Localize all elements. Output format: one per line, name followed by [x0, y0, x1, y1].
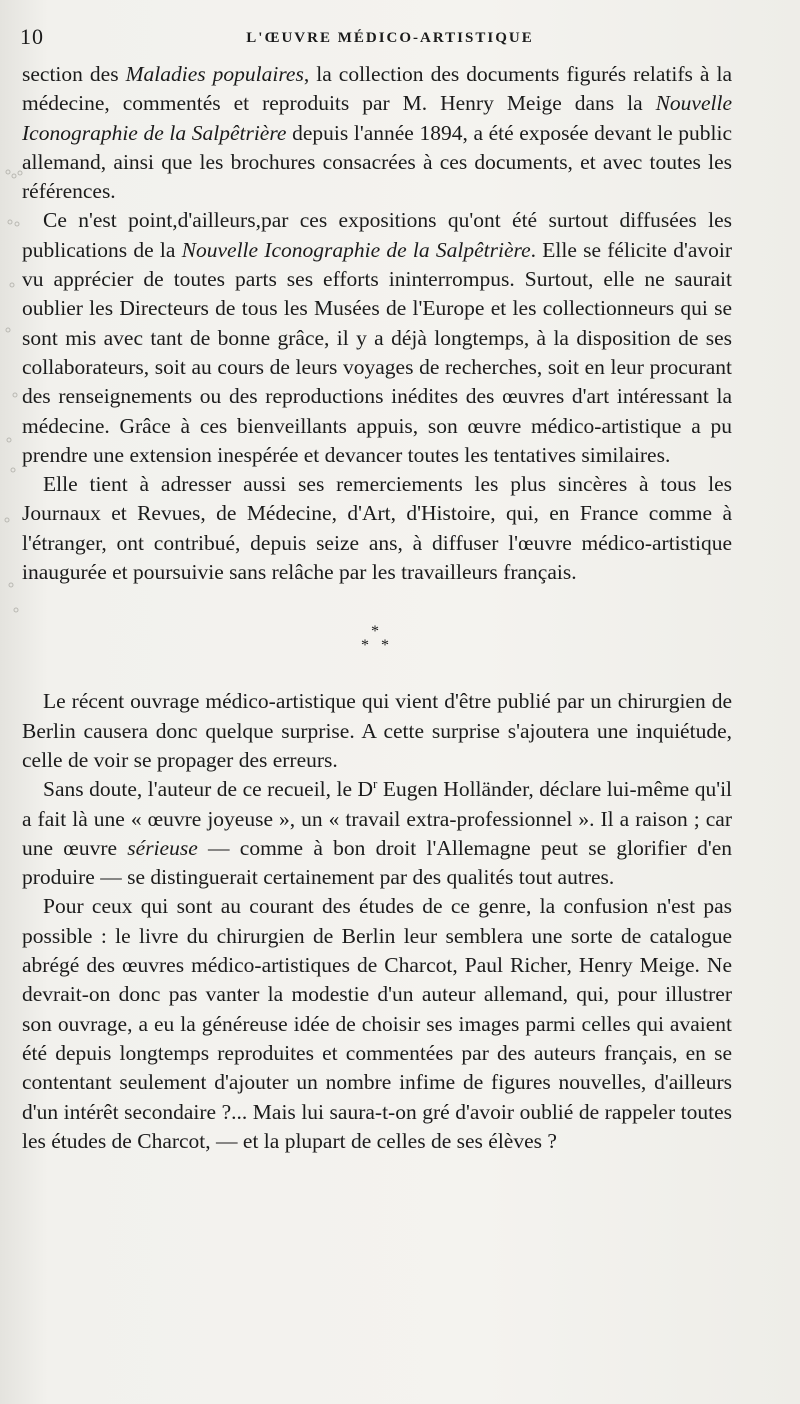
paragraph — [22, 687, 732, 775]
text-run: Ce n'est point,d'ailleurs,par ces expositions qu'ont été surtout diffusées les publications de la — [22, 208, 732, 262]
paragraph — [22, 60, 732, 206]
italic-run: Maladies populaires — [125, 62, 304, 86]
text-run: Pour ceux qui sont au courant des études de ce genre, la confusion n'est pas possible : le livre du chirurgien de Berlin leur semblera une sorte de catalogue abrégé des œuvres médico-artistiques de Charcot, Paul Richer, Henry Meige. Ne devrait-on donc pas vanter la modestie d'un auteur allemand, qui, pour illustrer son ouvrage, a eu la généreuse idée de choisir ses images parmi celles qui avaient été depuis longtemps reproduites et commentées par des auteurs français, en se contentant seulement d'ajouter un nombre infime de figures nouvelles, d'ailleurs d'un intérêt secondaire ?... Mais lui saura-t-on gré d'avoir oublié de rappeler toutes les études de Charcot, — et la plupart de celles de ses élèves ? — [22, 894, 732, 1153]
superscript-run: r — [373, 776, 378, 792]
paragraph — [22, 470, 732, 587]
italic-run: sérieuse — [127, 835, 198, 860]
page-header — [20, 20, 760, 50]
italic-run: Nouvelle Iconographie de la Salpêtrière — [22, 91, 732, 145]
text-run: . Elle se félicite d'avoir vu apprécier de toutes parts ses efforts ininterrompus. Surtout, elle ne saurait oublier les Directeurs de tous les Musées de l'Europe et les collectionneurs qui se sont mis avec tant de bonne grâce, il y a déjà longtemps, à la disposition de ses collaborateurs, soit au cours de leurs voyages de recherches, soit en leur procurant des renseignements ou des reproductions inédites des œuvres d'art intéressant la médecine. Grâce à ces bienveillants appuis, son œuvre médico-artistique a pu prendre une extension inespérée et devancer toutes les tentatives similaires. — [22, 237, 732, 467]
text-run: Sans doute, l'auteur de ce recueil, le D — [43, 777, 374, 802]
text-run: Eugen Holländer, déclare lui-même qu'il a fait là une « œuvre joyeuse », un « travail extra-professionnel ». Il a raison ; car une œuvre — [22, 777, 733, 860]
paragraph — [22, 775, 732, 892]
section-separator — [22, 625, 732, 653]
text-run: Le récent ouvrage médico-artistique qui vient d'être publié par un chirurgien de Berlin causera donc quelque surprise. A cette surprise s'ajoutera une inquiétude, celle de voir se propager des erreurs. — [22, 689, 732, 772]
text-run: , la collection des documents figurés relatifs à la médecine, commentés et reproduits par M. Henry Meige dans la — [22, 62, 732, 116]
text-run: section des — [22, 62, 126, 86]
text-run: — comme à bon droit l'Allemagne peut se glorifier d'en produire — se distinguerait certainement par des qualités tout autres. — [22, 835, 732, 890]
page-number: 10 — [20, 24, 44, 49]
separator-bottom: * * — [361, 637, 393, 655]
running-title: L'ŒUVRE MÉDICO-ARTISTIQUE — [246, 30, 534, 46]
text-run: Elle tient à adresser aussi ses remerciements les plus sincères à tous les Journaux et Revues, de Médecine, d'Art, d'Histoire, qui, en France comme à l'étranger, ont contribué, depuis seize ans, à diffuser l'œuvre médico-artistique inaugurée et poursuivie sans relâche par les travailleurs français. — [22, 472, 732, 585]
paragraph — [22, 892, 732, 1156]
body-text — [22, 60, 732, 1156]
italic-run: Nouvelle Iconographie de la Salpêtrière — [181, 237, 531, 262]
text-run: depuis l'année 1894, a été exposée devant le public allemand, ainsi que les brochures consacrées à ces documents, et avec toutes les références. — [22, 120, 732, 204]
separator-top: * — [371, 623, 383, 641]
paragraph — [22, 206, 732, 470]
